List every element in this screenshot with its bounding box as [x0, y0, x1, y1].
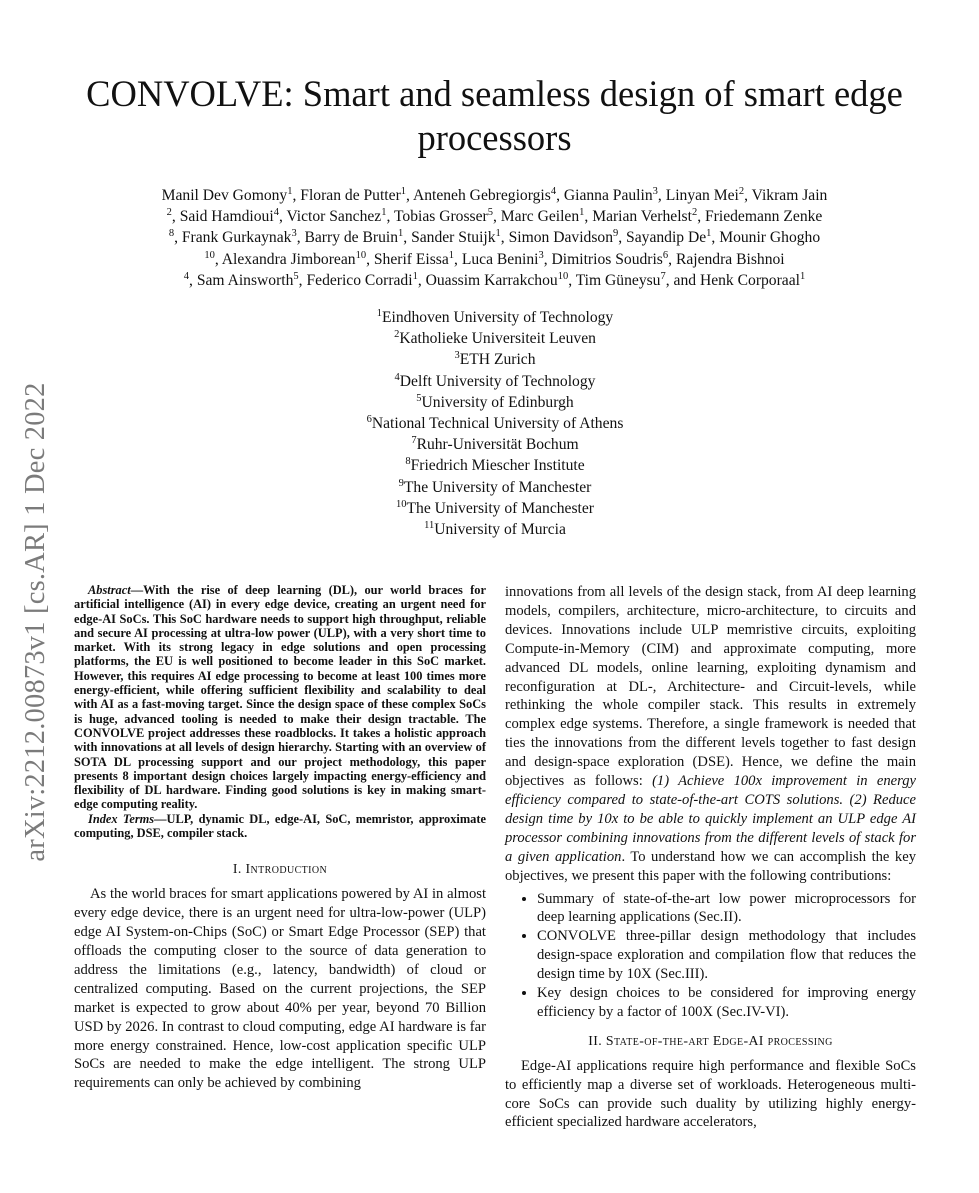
section-number: II. [588, 1032, 603, 1048]
affiliation-item [200, 371, 790, 392]
affiliation-name: The University of Manchester [403, 478, 592, 496]
affiliation-item [200, 349, 790, 370]
affiliation-item [200, 519, 790, 540]
abstract-text: —With the rise of deep learning (DL), our world braces for artificial intelligence (AI) in every edge device, creating an urgent need for edge-AI SoCs. This SoC hardware needs to support high throughput, reliable and secure AI processing at ultra-low power (ULP), with a very short time to market. With its strong legacy in edge solutions and open processing platforms, the EU is well positioned to become leader in this SoC market. However, this requires AI edge processing to become at least 100 times more energy-efficient, while offering sufficient flexibility and scalability to deal with AI as a fast-moving target. Since the design space of these complex SoCs is huge, advanced tooling is needed to make their design tractable. The CONVOLVE project addresses these roadblocks. It takes a holistic approach with innovations at all levels of design hierarchy. Starting with an overview of SOTA DL processing support and our project methodology, this paper presents 8 important design choices largely impacting energy-efficiency and flexibility of DL hardware. Finding good solutions is key in making smart-edge computing reality. [74, 583, 486, 812]
index-terms-text: —ULP, dynamic DL, edge-AI, SoC, memristor, approximate computing, DSE, compiler stack. [74, 811, 486, 841]
intro-cont-text-2: . To understand how we can accomplish the key objectives, we present this paper with the following contributions: [505, 848, 916, 884]
affiliation-list [200, 307, 790, 540]
section-heading-introduction [74, 860, 486, 879]
paper-title: CONVOLVE: Smart and seamless design of smart edge processors [86, 73, 903, 158]
affiliation-name: Delft University of Technology [399, 372, 596, 390]
author-list [75, 185, 914, 291]
author-line: Manil Dev Gomony$^1$, Floran de Putter$^1$, Anteneh Gebregiorgis$^4$, Gianna Paulin$^3$, Linyan Mei$^2$, Vikram Jain [161, 185, 828, 204]
intro-paragraph: As the world braces for smart applications powered by AI in almost every edge device, there is an urgent need for ultra-low-power (ULP) edge AI System-on-Chips (SoC) or Smart Edge Processor (SEP) that offloads the computing closer to the source of data generation to address the limitations (e.g., latency, bandwidth) of cloud or centralized computing. Based on the current projections, the SEP market is expected to grow about 40% per year, beyond 70 Billion USD by 2026. In contrast to cloud computing, edge AI hardware is far more energy constrained. Hence, low-cost application specific ULP SoCs are needed to make the edge intelligent. The strong ULP requirements can only be achieved by combining [74, 886, 486, 1092]
section-title: State-of-the-art Edge-AI processing [605, 1032, 833, 1048]
section-heading-state-of-the-art [505, 1032, 916, 1051]
author-line: $^8$, Frank Gurkaynak$^3$, Barry de Bruin$^1$, Sander Stuijk$^1$, Simon Davidson$^9$, Sayandip De$^1$, Mounir Ghogho [168, 228, 821, 247]
list-item: • Summary of state-of-the-art low power microprocessors for deep learning applications (Sec.II). [537, 890, 916, 928]
index-terms [74, 812, 486, 841]
affiliation-number: 8 [405, 456, 411, 468]
affiliation-item [200, 307, 790, 328]
affiliation-number: 6 [366, 413, 372, 425]
affiliation-number: 9 [398, 477, 404, 489]
affiliation-item [200, 413, 790, 434]
index-terms-label: Index Terms [88, 811, 155, 826]
author-line: $^{10}$, Alexandra Jimborean$^{10}$, Sherif Eissa$^1$, Luca Benini$^3$, Dimitrios Soudris$^6$, Rajendra Bishnoi [204, 249, 785, 268]
affiliation-name: Eindhoven University of Technology [382, 309, 614, 326]
affiliation-number: 7 [411, 435, 417, 447]
affiliation-number: 10 [396, 498, 407, 510]
right-column [505, 583, 916, 1132]
affiliation-number: 5 [416, 392, 422, 404]
affiliation-name: University of Murcia [434, 521, 566, 539]
arxiv-stamp-text: arXiv:2212.00873v1 [cs.AR] 1 Dec 2022 [20, 382, 51, 862]
affiliation-name: Friedrich Miescher Institute [410, 457, 585, 475]
affiliation-name: The University of Manchester [406, 499, 594, 517]
list-item: • Key design choices to be considered for improving energy efficiency by a factor of 100X (Sec.IV-VI). [537, 984, 916, 1022]
section-number: I. [232, 861, 242, 877]
author-line: $^2$, Said Hamdioui$^4$, Victor Sanchez$^1$, Tobias Grosser$^5$, Marc Geilen$^1$, Marian Verhelst$^2$, Friedemann Zenke [166, 207, 823, 226]
section-title: Introduction [245, 861, 328, 877]
abstract [74, 583, 486, 812]
affiliation-item [200, 455, 790, 476]
affiliation-name: ETH Zurich [459, 351, 536, 369]
affiliation-name: National Technical University of Athens [371, 415, 624, 433]
affiliation-item [200, 392, 790, 413]
affiliation-name: University of Edinburgh [421, 393, 574, 411]
left-column [74, 583, 486, 1093]
affiliation-number: 4 [394, 371, 400, 383]
affiliation-item [200, 477, 790, 498]
list-item: • CONVOLVE three-pillar design methodology that includes design-space exploration and compilation flow that reduces the design time by 10X (Sec.III). [537, 927, 916, 984]
abstract-label: Abstract [88, 583, 131, 597]
intro-paragraph-continued [505, 583, 916, 886]
sota-paragraph: Edge-AI applications require high performance and flexible SoCs to efficiently map a diverse set of workloads. Heterogeneous multi-core SoCs can provide such duality by utilizing highly energy-efficient specialized hardware accelerators, [505, 1057, 916, 1131]
affiliation-number: 11 [424, 519, 435, 531]
affiliation-number: 1 [376, 307, 383, 319]
affiliation-item [200, 328, 790, 349]
intro-cont-text: innovations from all levels of the design stack, from AI deep learning models, compilers, architecture, micro-architecture, to circuits and devices. Innovations include ULP memristive circuits, exploiting Compute-in-Memory (CIM) and approximate computing, more advanced DL models, online learning, exploiting dynamism and reconfiguration at DL-, Architecture- and Circuit-levels, while rethinking the whole compiler stack. This results in extremely complex edge systems. Therefore, a single framework is needed that ties the innovations from the different levels together to fast design and design-space exploration (DSE). Hence, we define the main objectives as follows: [505, 584, 916, 790]
contributions-list [505, 890, 916, 1022]
author-line: $^4$, Sam Ainsworth$^5$, Federico Corradi$^1$, Ouassim Karrakchou$^{10}$, Tim Güneysu$^7$, and Henk Corporaal$^1$ [183, 270, 806, 289]
affiliation-item [200, 434, 790, 455]
affiliation-name: Ruhr-Universität Bochum [416, 436, 579, 454]
objectives-text: (1) Achieve 100x improvement in energy efficiency compared to state-of-the-art COTS solutions. (2) Reduce design time by 10x to be able to quickly implement an ULP edge AI processor combining innovations from the different levels of stack for a given application [505, 773, 917, 865]
affiliation-number: 3 [454, 350, 460, 362]
affiliation-item [200, 498, 790, 519]
affiliation-name: Katholieke Universiteit Leuven [399, 330, 596, 348]
arxiv-identifier-stamp [0, 342, 72, 902]
affiliation-number: 2 [394, 329, 400, 341]
